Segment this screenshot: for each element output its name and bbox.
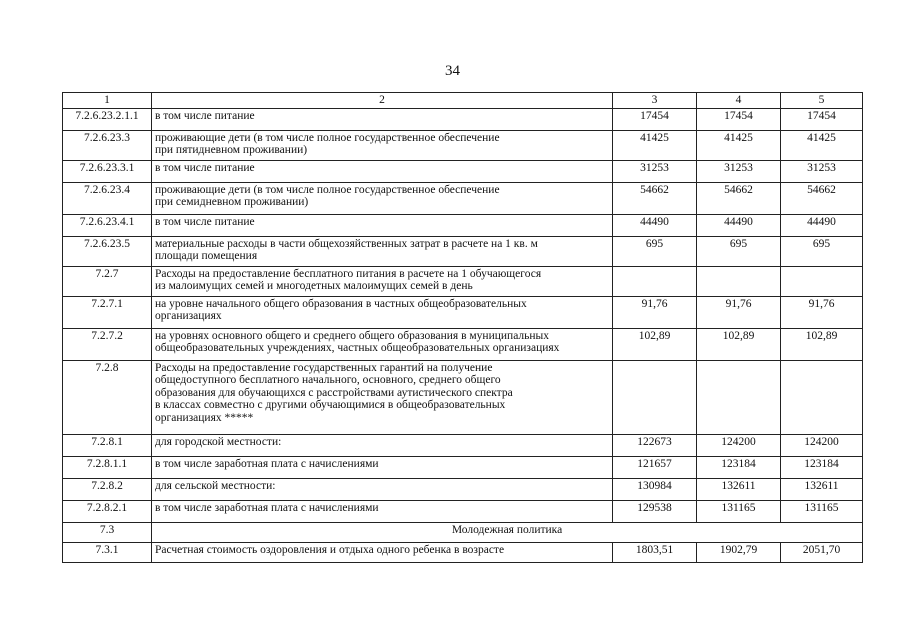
row-description: материальные расходы в части общехозяйственных затрат в расчете на 1 кв. м площади помещения (152, 236, 613, 266)
row-code: 7.2.6.23.4.1 (63, 214, 152, 236)
row-description: в том числе заработная плата с начислениями (152, 500, 613, 522)
value-col-5: 44490 (781, 214, 863, 236)
table-row (63, 236, 863, 266)
value-col-4: 54662 (697, 182, 781, 214)
value-col-5: 102,89 (781, 328, 863, 360)
header-cell: 4 (697, 93, 781, 109)
row-description: Расходы на предоставление государственных гарантий на получение общедоступного бесплатного начального, основного, среднего общего образования для обучающихся с расстройствами аутистического спектра в классах совместно с другими обучающимися в общеобразовательных организациях ***** (152, 360, 613, 434)
value-col-4: 131165 (697, 500, 781, 522)
row-code: 7.2.6.23.4 (63, 182, 152, 214)
value-col-3: 31253 (613, 160, 697, 182)
value-col-4: 91,76 (697, 296, 781, 328)
value-col-3: 121657 (613, 456, 697, 478)
value-col-4: 695 (697, 236, 781, 266)
value-col-5: 695 (781, 236, 863, 266)
value-col-3: 91,76 (613, 296, 697, 328)
value-col-5: 131165 (781, 500, 863, 522)
row-code: 7.2.8.2 (63, 478, 152, 500)
value-col-3 (613, 266, 697, 296)
row-description: Расходы на предоставление бесплатного питания в расчете на 1 обучающегося из малоимущих семей и многодетных малоимущих семей в день (152, 266, 613, 296)
cost-table (62, 92, 863, 563)
value-col-4: 124200 (697, 434, 781, 456)
value-col-5: 31253 (781, 160, 863, 182)
header-cell: 2 (152, 93, 613, 109)
value-col-3: 54662 (613, 182, 697, 214)
value-col-3: 44490 (613, 214, 697, 236)
row-description: на уровне начального общего образования в частных общеобразовательных организациях (152, 296, 613, 328)
table-row (63, 108, 863, 130)
value-col-5 (781, 266, 863, 296)
page-number: 34 (445, 63, 460, 79)
table-row (63, 360, 863, 434)
row-description: для сельской местности: (152, 478, 613, 500)
row-description: проживающие дети (в том числе полное государственное обеспечение при семидневном проживании) (152, 182, 613, 214)
table-row (63, 500, 863, 522)
value-col-5: 54662 (781, 182, 863, 214)
row-code: 7.2.6.23.3.1 (63, 160, 152, 182)
value-col-5: 2051,70 (781, 542, 863, 562)
section-title: Молодежная политика (152, 522, 863, 542)
table-row (63, 434, 863, 456)
value-col-3: 41425 (613, 130, 697, 160)
value-col-4: 44490 (697, 214, 781, 236)
table-row (63, 182, 863, 214)
value-col-4: 41425 (697, 130, 781, 160)
row-code: 7.2.7 (63, 266, 152, 296)
value-col-5: 41425 (781, 130, 863, 160)
value-col-5: 91,76 (781, 296, 863, 328)
value-col-3: 122673 (613, 434, 697, 456)
table-row (63, 214, 863, 236)
row-description: в том числе питание (152, 214, 613, 236)
value-col-4 (697, 266, 781, 296)
value-col-4: 31253 (697, 160, 781, 182)
table-row (63, 478, 863, 500)
header-cell: 5 (781, 93, 863, 109)
table-row (63, 160, 863, 182)
table-row (63, 266, 863, 296)
table-row (63, 542, 863, 562)
row-code: 7.2.8.1 (63, 434, 152, 456)
row-code: 7.2.6.23.5 (63, 236, 152, 266)
table-row (63, 328, 863, 360)
row-description: в том числе питание (152, 160, 613, 182)
value-col-4: 132611 (697, 478, 781, 500)
row-code: 7.2.8 (63, 360, 152, 434)
row-description: на уровнях основного общего и среднего общего образования в муниципальных общеобразовательных учреждениях, частных общеобразовательных организациях (152, 328, 613, 360)
table-row (63, 130, 863, 160)
row-description: в том числе заработная плата с начислениями (152, 456, 613, 478)
value-col-4: 17454 (697, 108, 781, 130)
value-col-5: 17454 (781, 108, 863, 130)
row-code: 7.3.1 (63, 542, 152, 562)
row-code: 7.2.6.23.2.1.1 (63, 108, 152, 130)
row-code: 7.2.6.23.3 (63, 130, 152, 160)
value-col-3 (613, 360, 697, 434)
value-col-5: 124200 (781, 434, 863, 456)
row-description: проживающие дети (в том числе полное государственное обеспечение при пятидневном проживании) (152, 130, 613, 160)
table-header-row (63, 93, 863, 109)
row-description: для городской местности: (152, 434, 613, 456)
table-row (63, 456, 863, 478)
row-description: в том числе питание (152, 108, 613, 130)
header-cell: 3 (613, 93, 697, 109)
section-code: 7.3 (63, 522, 152, 542)
row-code: 7.2.7.1 (63, 296, 152, 328)
row-code: 7.2.8.1.1 (63, 456, 152, 478)
value-col-3: 129538 (613, 500, 697, 522)
row-code: 7.2.7.2 (63, 328, 152, 360)
value-col-5: 123184 (781, 456, 863, 478)
value-col-3: 695 (613, 236, 697, 266)
row-description: Расчетная стоимость оздоровления и отдыха одного ребенка в возрасте (152, 542, 613, 562)
value-col-4 (697, 360, 781, 434)
value-col-5: 132611 (781, 478, 863, 500)
value-col-4: 123184 (697, 456, 781, 478)
row-code: 7.2.8.2.1 (63, 500, 152, 522)
value-col-3: 1803,51 (613, 542, 697, 562)
header-cell: 1 (63, 93, 152, 109)
value-col-3: 102,89 (613, 328, 697, 360)
table-row (63, 296, 863, 328)
value-col-4: 1902,79 (697, 542, 781, 562)
value-col-3: 17454 (613, 108, 697, 130)
section-row (63, 522, 863, 542)
value-col-3: 130984 (613, 478, 697, 500)
value-col-4: 102,89 (697, 328, 781, 360)
value-col-5 (781, 360, 863, 434)
